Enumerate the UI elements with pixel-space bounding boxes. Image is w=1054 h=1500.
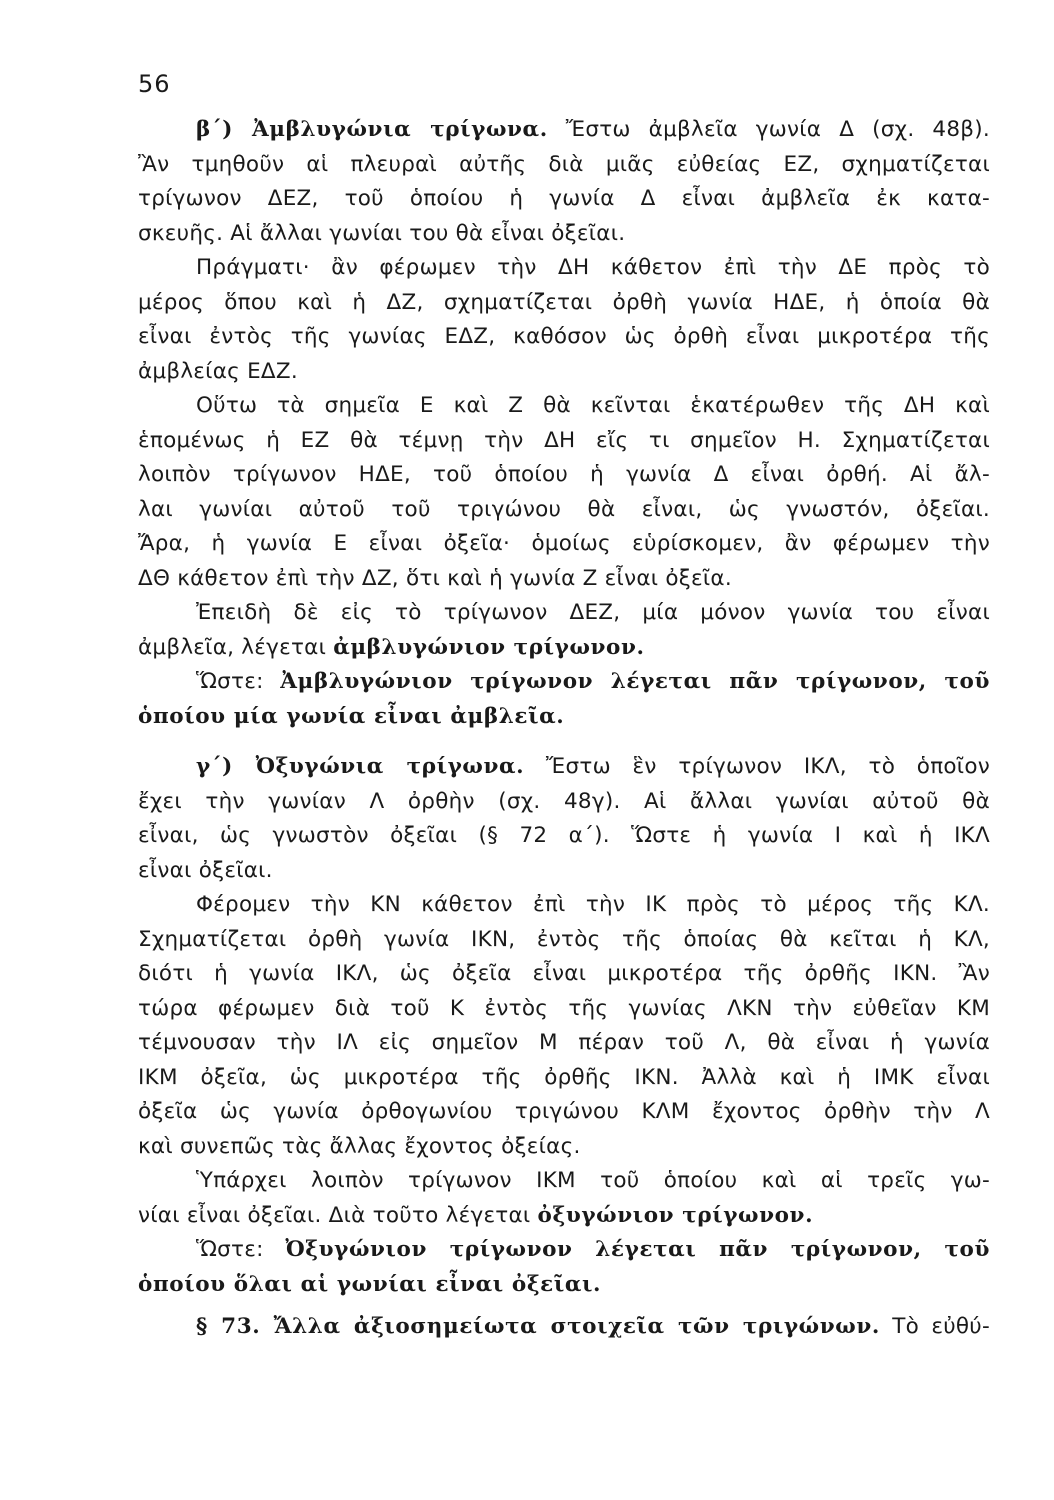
text-line: [138, 665, 990, 700]
text-line: ἀμβλείας ΕΔΖ.: [138, 358, 298, 384]
text-line: [138, 1199, 990, 1234]
text-line: Οὕτω τὰ σημεῖα Ε καὶ Ζ θὰ κεῖνται ἑκατέρωθεν τῆς ΔΗ καὶ: [196, 393, 990, 418]
text-line: εἶναι ἐντὸς τῆς γωνίας ΕΔΖ, καθόσον ὡς ὀρθὴ εἶναι μικροτέρα τῆς: [138, 324, 990, 349]
text-line: Ὑπάρχει λοιπὸν τρίγωνον ΙΚΜ τοῦ ὁποίου καὶ αἱ τρεῖς γω-: [196, 1168, 990, 1193]
text-line: [138, 1310, 990, 1345]
text-line: τρίγωνον ΔΕΖ, τοῦ ὁποίου ἡ γωνία Δ εἶναι ἀμβλεῖα ἐκ κατα-: [138, 186, 990, 211]
text-line: [138, 1233, 990, 1268]
text-line: διότι ἡ γωνία ΙΚΛ, ὡς ὀξεῖα εἶναι μικροτέρα τῆς ὀρθῆς ΙΚΝ. Ἂν: [138, 961, 990, 986]
text-line: [138, 631, 990, 666]
definition-obtuse-end: ὁποίου μία γωνία εἶναι ἀμβλεῖα.: [138, 703, 565, 729]
text-line: [138, 750, 990, 785]
text-line: τέμνουσαν τὴν ΙΛ εἰς σημεῖον Μ πέραν τοῦ Λ, θὰ εἶναι ἡ γωνία: [138, 1030, 990, 1055]
text-span: Ὥστε:: [196, 669, 281, 694]
text-line: Πράγματι· ἂν φέρωμεν τὴν ΔΗ κάθετον ἐπὶ τὴν ΔΕ πρὸς τὸ: [196, 255, 990, 280]
text-line: [138, 113, 990, 148]
section-gap: [138, 1302, 990, 1310]
text-span: νίαι εἶναι ὀξεῖαι. Διὰ τοῦτο λέγεται: [138, 1202, 538, 1228]
term-obtuse-triangle: ἀμβλυγώνιον τρίγωνον.: [333, 634, 645, 660]
section-gap: [138, 734, 990, 750]
text-line: Ἄρα, ἡ γωνία Ε εἶναι ὀξεῖα· ὁμοίως εὑρίσκομεν, ἂν φέρωμεν τὴν: [138, 531, 990, 556]
text-line: σκευῆς. Αἱ ἄλλαι γωνίαι του θὰ εἶναι ὀξεῖαι.: [138, 220, 626, 246]
section-heading-73: § 73. Ἄλλα ἀξιοσημείωτα στοιχεῖα τῶν τριγώνων.: [196, 1314, 880, 1339]
text-line: τώρα φέρωμεν διὰ τοῦ Κ ἐντὸς τῆς γωνίας ΛΚΝ τὴν εὐθεῖαν ΚΜ: [138, 995, 990, 1021]
text-line: εἶναι ὀξεῖαι.: [138, 857, 273, 883]
text-line: λαι γωνίαι αὐτοῦ τοῦ τριγώνου θὰ εἶναι, ὡς γνωστόν, ὀξεῖαι.: [138, 496, 990, 522]
text-span: Ἔστω ἀμβλεῖα γωνία Δ (σχ. 48β).: [547, 117, 990, 142]
page-number: 56: [138, 70, 171, 98]
text-span: Ἔστω ἓν τρίγωνον ΙΚΛ, τὸ ὁποῖον: [524, 754, 990, 779]
text-span: ἀμβλεῖα, λέγεται: [138, 634, 334, 660]
text-line: καὶ συνεπῶς τὰς ἄλλας ἔχοντος ὀξείας.: [138, 1133, 581, 1159]
text-line: Φέρομεν τὴν ΚΝ κάθετον ἐπὶ τὴν ΙΚ πρὸς τὸ μέρος τῆς ΚΛ.: [196, 892, 990, 917]
text-line: μέρος ὅπου καὶ ἡ ΔΖ, σχηματίζεται ὀρθὴ γωνία ΗΔΕ, ἡ ὁποία θὰ: [138, 289, 990, 315]
text-line: Ἐπειδὴ δὲ εἰς τὸ τρίγωνον ΔΕΖ, μία μόνον γωνία του εἶναι: [196, 600, 990, 625]
section-heading-acute: γ΄) Ὀξυγώνια τρίγωνα.: [196, 754, 525, 779]
text-line: λοιπὸν τρίγωνον ΗΔΕ, τοῦ ὁποίου ἡ γωνία Δ εἶναι ὀρθή. Αἱ ἄλ-: [138, 462, 990, 487]
text-line: ΔΘ κάθετον ἐπὶ τὴν ΔΖ, ὅτι καὶ ἡ γωνία Ζ εἶναι ὀξεῖα.: [138, 565, 732, 591]
text-line: ἑπομένως ἡ ΕΖ θὰ τέμνῃ τὴν ΔΗ εἴς τι σημεῖον Η. Σχηματίζεται: [138, 427, 990, 453]
definition-obtuse: Ἀμβλυγώνιον τρίγωνον λέγεται πᾶν τρίγωνον, τοῦ: [280, 669, 991, 694]
text-line: Σχηματίζεται ὀρθὴ γωνία ΙΚΝ, ἐντὸς τῆς ὁποίας θὰ κεῖται ἡ ΚΛ,: [138, 926, 990, 952]
term-acute-triangle: ὀξυγώνιον τρίγωνον.: [537, 1202, 814, 1228]
text-line: ΙΚΜ ὀξεῖα, ὡς μικροτέρα τῆς ὀρθῆς ΙΚΝ. Ἀλλὰ καὶ ἡ ΙΜΚ εἶναι: [138, 1064, 990, 1090]
text-line: Ἂν τμηθοῦν αἱ πλευραὶ αὐτῆς διὰ μιᾶς εὐθείας ΕΖ, σχηματίζεται: [138, 151, 990, 177]
text-line: εἶναι, ὡς γνωστὸν ὀξεῖαι (§ 72 α΄). Ὥστε ἡ γωνία Ι καὶ ἡ ΙΚΛ: [138, 823, 990, 848]
text-line: ὀξεῖα ὡς γωνία ὀρθογωνίου τριγώνου ΚΛΜ ἔχοντος ὀρθὴν τὴν Λ: [138, 1099, 990, 1124]
section-heading-obtuse: β΄) Ἀμβλυγώνια τρίγωνα.: [196, 117, 548, 142]
page-text: [138, 113, 990, 1345]
definition-acute: Ὀξυγώνιον τρίγωνον λέγεται πᾶν τρίγωνον, τοῦ: [285, 1237, 990, 1262]
text-span: Ὥστε:: [196, 1237, 286, 1262]
text-line: ἔχει τὴν γωνίαν Λ ὀρθὴν (σχ. 48γ). Αἱ ἄλλαι γωνίαι αὐτοῦ θὰ: [138, 788, 990, 814]
definition-acute-end: ὁποίου ὅλαι αἱ γωνίαι εἶναι ὀξεῖαι.: [138, 1271, 602, 1297]
text-span: Τὸ εὐθύ-: [879, 1314, 990, 1339]
